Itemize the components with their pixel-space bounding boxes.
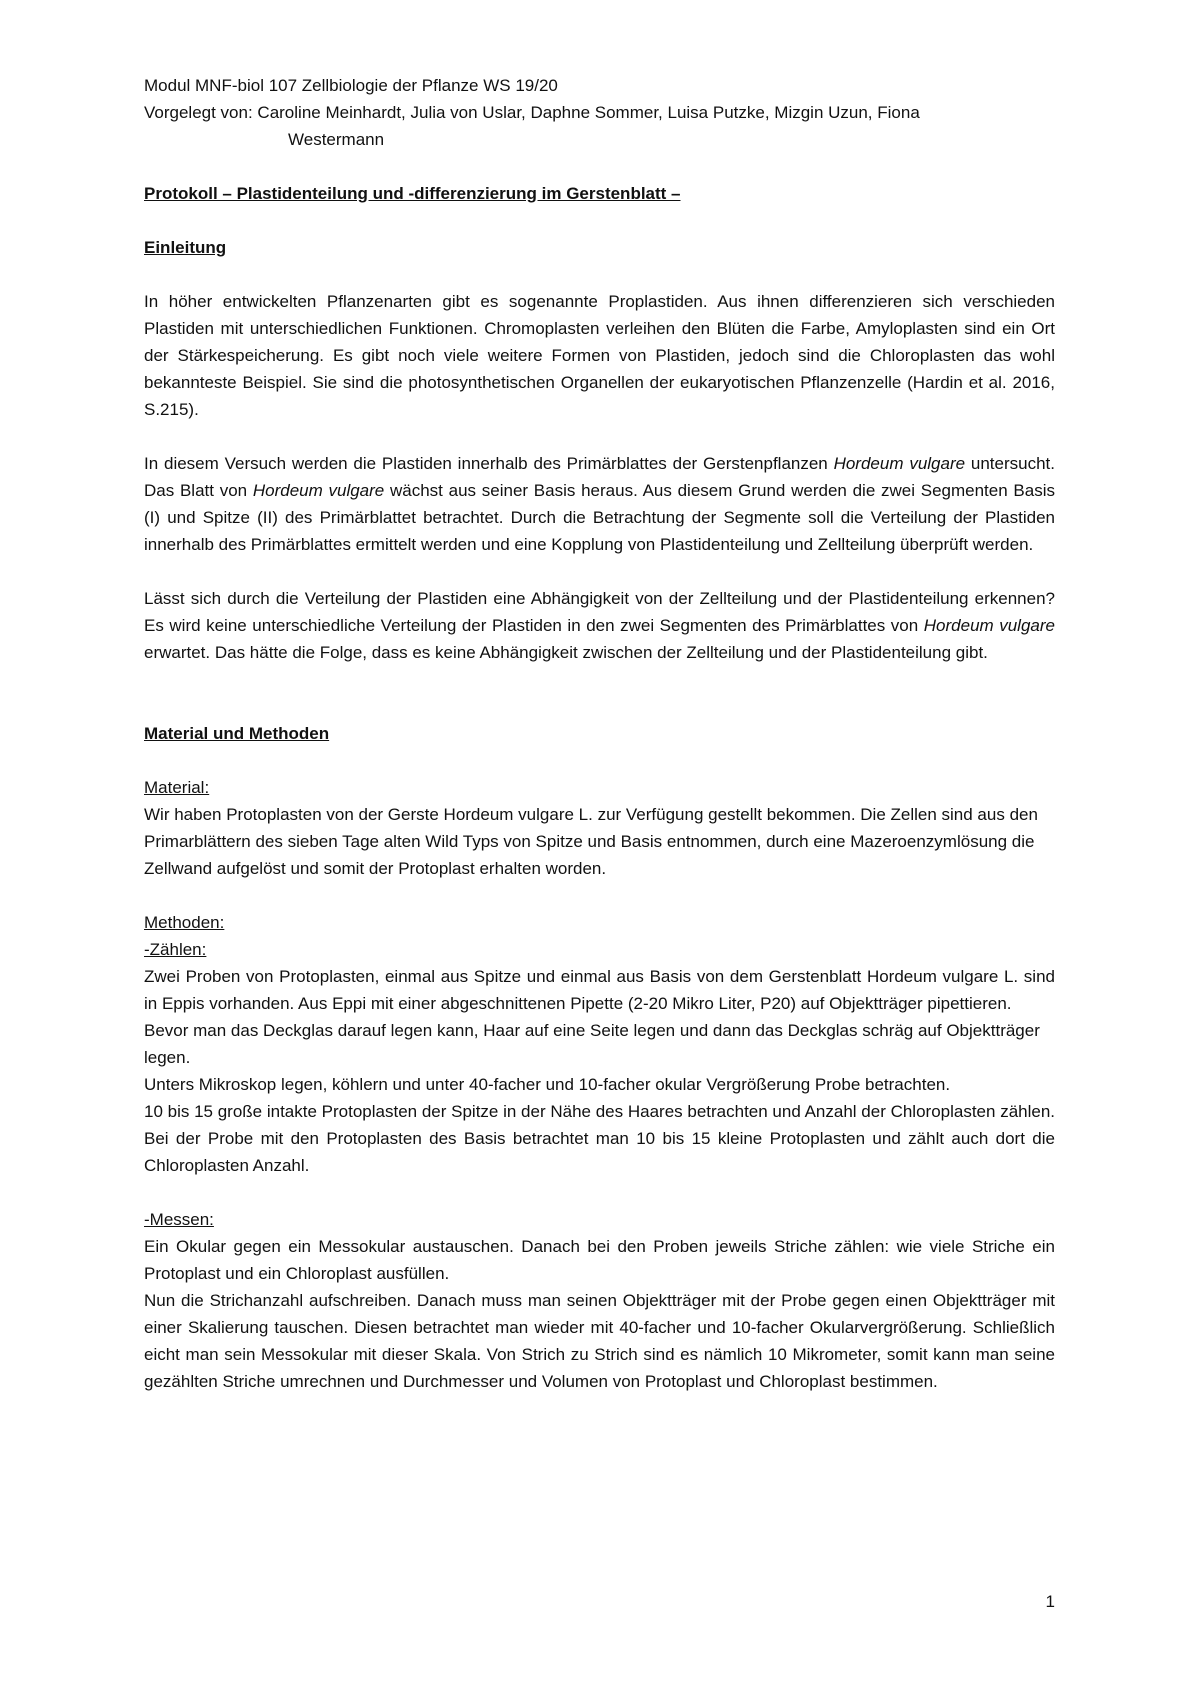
authors-line: Vorgelegt von: Caroline Meinhardt, Julia von Uslar, Daphne Sommer, Luisa Putzke, Mizgin Uzun, Fiona xyxy=(144,103,920,122)
intro-heading: Einleitung xyxy=(144,238,227,257)
module-line: Modul MNF-biol 107 Zellbiologie der Pflanze WS 19/20 xyxy=(144,76,558,95)
intro-paragraph-1: In höher entwickelten Pflanzenarten gibt es sogenannte Proplastiden. Aus ihnen differenzieren sich verschieden Plastiden mit unterschiedlichen Funktionen. Chromoplasten verleihen den Blüten die Farbe, Amyloplasten sind ein Ort der Stärkespeicherung. Es gibt noch viele weitere Formen von Plastiden, jedoch sind die Chloroplasten das wohl bekannteste Beispiel. Sie sind die photosynthetischen Organellen der eukaryotischen Pflanzenzelle (Hardin et al. 2016, S.215). xyxy=(144,292,1055,419)
page-content xyxy=(144,72,1055,1395)
text-run: wächst aus seiner Basis heraus. Aus diesem Grund werden die zwei Segmenten Basis (I) und Spitze (II) des Primärblattet betrachtet. Durch die Betrachtung der Segmente soll die Verteilung der Plastiden innerhalb des Primärblattes ermittelt werden und eine Kopplung von Plastidenteilung und Zellteilung überprüft werden. xyxy=(144,481,1055,554)
intro-paragraph-2 xyxy=(144,450,1055,558)
material-paragraph: Wir haben Protoplasten von der Gerste Hordeum vulgare L. zur Verfügung gestellt bekommen. Die Zellen sind aus den Primarblättern des sieben Tage alten Wild Typs von Spitze und Basis entnommen, durch eine Mazeroenzymlösung die Zellwand aufgelöst und somit der Protoplast erhalten worden. xyxy=(144,805,1038,878)
page-number: 1 xyxy=(1045,1592,1055,1611)
measuring-paragraph-2: Nun die Strichanzahl aufschreiben. Danach muss man seinen Objektträger mit der Probe gegen einen Objektträger mit einer Skalierung tauschen. Diesen betrachtet man wieder mit 40-facher und 10-facher Okularvergrößerung. Schließlich eicht man sein Messokular mit dieser Skala. Von Strich zu Strich sind es nämlich 10 Mikrometer, somit kann man seine gezählten Striche umrechnen und Durchmesser und Volumen von Protoplast und Chloroplast bestimmen. xyxy=(144,1291,1055,1391)
measuring-subheading: -Messen: xyxy=(144,1210,214,1229)
document-title: Protokoll – Plastidenteilung und -differenzierung im Gerstenblatt – xyxy=(144,184,681,203)
counting-subheading: -Zählen: xyxy=(144,940,207,959)
authors-line-continued: Westermann xyxy=(288,130,385,149)
counting-paragraph-1: Zwei Proben von Protoplasten, einmal aus Spitze und einmal aus Basis von dem Gerstenblatt Hordeum vulgare L. sind in Eppis vorhanden. Aus Eppi mit einer abgeschnittenen Pipette (2-20 Mikro Liter, P20) auf Objektträger pipettieren. xyxy=(144,967,1055,1013)
intro-paragraph-3 xyxy=(144,585,1055,666)
measuring-paragraph-1: Ein Okular gegen ein Messokular austauschen. Danach bei den Proben jeweils Striche zählen: wie viele Striche ein Protoplast und ein Chloroplast ausfüllen. xyxy=(144,1237,1055,1283)
text-run: In diesem Versuch werden die Plastiden innerhalb des Primärblattes der Gerstenpflanzen xyxy=(144,454,834,473)
material-subheading: Material: xyxy=(144,778,210,797)
species-name: Hordeum vulgare xyxy=(252,481,385,500)
text-run: Lässt sich durch die Verteilung der Plastiden eine Abhängigkeit von der Zellteilung und der Plastidenteilung erkennen? Es wird keine unterschiedliche Verteilung der Plastiden in den zwei Segmenten des Primärblattes von xyxy=(144,589,1055,635)
counting-paragraph-2: Bevor man das Deckglas darauf legen kann, Haar auf eine Seite legen und dann das Deckglas schräg auf Objektträger legen. xyxy=(144,1021,1040,1067)
methods-heading: Material und Methoden xyxy=(144,724,330,743)
text-run: untersucht. Das Blatt von xyxy=(144,454,1055,500)
text-run: erwartet. Das hätte die Folge, dass es keine Abhängigkeit zwischen der Zellteilung und der Plastidenteilung gibt. xyxy=(144,643,988,662)
counting-paragraph-3: Unters Mikroskop legen, köhlern und unter 40-facher und 10-facher okular Vergrößerung Probe betrachten. xyxy=(144,1075,951,1094)
counting-paragraph-4: 10 bis 15 große intakte Protoplasten der Spitze in der Nähe des Haares betrachten und Anzahl der Chloroplasten zählen. Bei der Probe mit den Protoplasten des Basis betrachtet man 10 bis 15 kleine Protoplasten und zählt auch dort die Chloroplasten Anzahl. xyxy=(144,1102,1056,1175)
methods-subheading: Methoden: xyxy=(144,913,225,932)
species-name: Hordeum vulgare xyxy=(833,454,966,473)
species-name: Hordeum vulgare xyxy=(923,616,1055,635)
